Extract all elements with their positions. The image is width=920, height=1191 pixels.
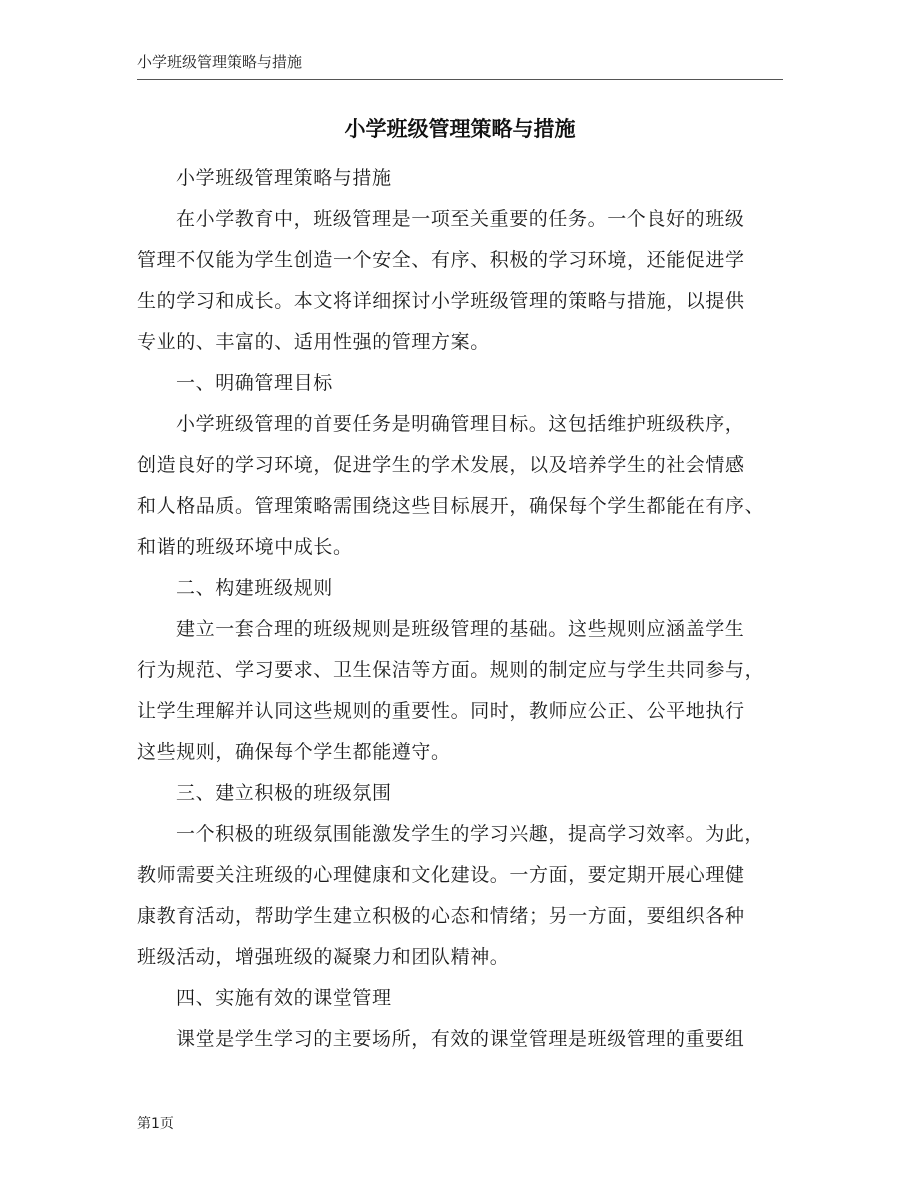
text-line: 在小学教育中，班级管理是一项至关重要的任务。一个良好的班级 [176,208,745,230]
text-line: 和人格品质。管理策略需围绕这些目标展开，确保每个学生都能在有序、 [137,495,765,517]
text-line: 这些规则，确保每个学生都能遵守。 [137,741,451,763]
header-divider [137,79,783,80]
text-line: 生的学习和成长。本文将详细探讨小学班级管理的策略与措施，以提供 [137,290,745,312]
text-line: 一个积极的班级氛围能激发学生的学习兴趣，提高学习效率。为此， [176,823,765,845]
document-title: 小学班级管理策略与措施 [344,117,576,141]
text-line: 课堂是学生学习的主要场所，有效的课堂管理是班级管理的重要组 [176,1028,745,1050]
text-line: 四、实施有效的课堂管理 [176,987,392,1009]
text-line: 建立一套合理的班级规则是班级管理的基础。这些规则应涵盖学生 [176,618,745,640]
page-number: 第1页 [137,1116,174,1132]
text-line: 小学班级管理策略与措施 [176,167,392,189]
running-header: 小学班级管理策略与措施 [137,53,303,71]
text-line: 一、明确管理目标 [176,372,333,394]
document-body [137,158,783,1060]
text-line: 行为规范、学习要求、卫生保洁等方面。规则的制定应与学生共同参与， [137,659,765,681]
text-line: 管理不仅能为学生创造一个安全、有序、积极的学习环境，还能促进学 [137,249,745,271]
text-line: 康教育活动，帮助学生建立积极的心态和情绪；另一方面，要组织各种 [137,905,745,927]
text-line: 创造良好的学习环境，促进学生的学术发展，以及培养学生的社会情感 [137,454,745,476]
text-line: 二、构建班级规则 [176,577,333,599]
text-line: 班级活动，增强班级的凝聚力和团队精神。 [137,946,510,968]
text-line: 和谐的班级环境中成长。 [137,536,353,558]
text-line: 专业的、丰富的、适用性强的管理方案。 [137,331,490,353]
text-line: 小学班级管理的首要任务是明确管理目标。这包括维护班级秩序， [176,413,745,435]
text-line: 让学生理解并认同这些规则的重要性。同时，教师应公正、公平地执行 [137,700,745,722]
text-line: 三、建立积极的班级氛围 [176,782,392,804]
text-line: 教师需要关注班级的心理健康和文化建设。一方面，要定期开展心理健 [137,864,745,886]
